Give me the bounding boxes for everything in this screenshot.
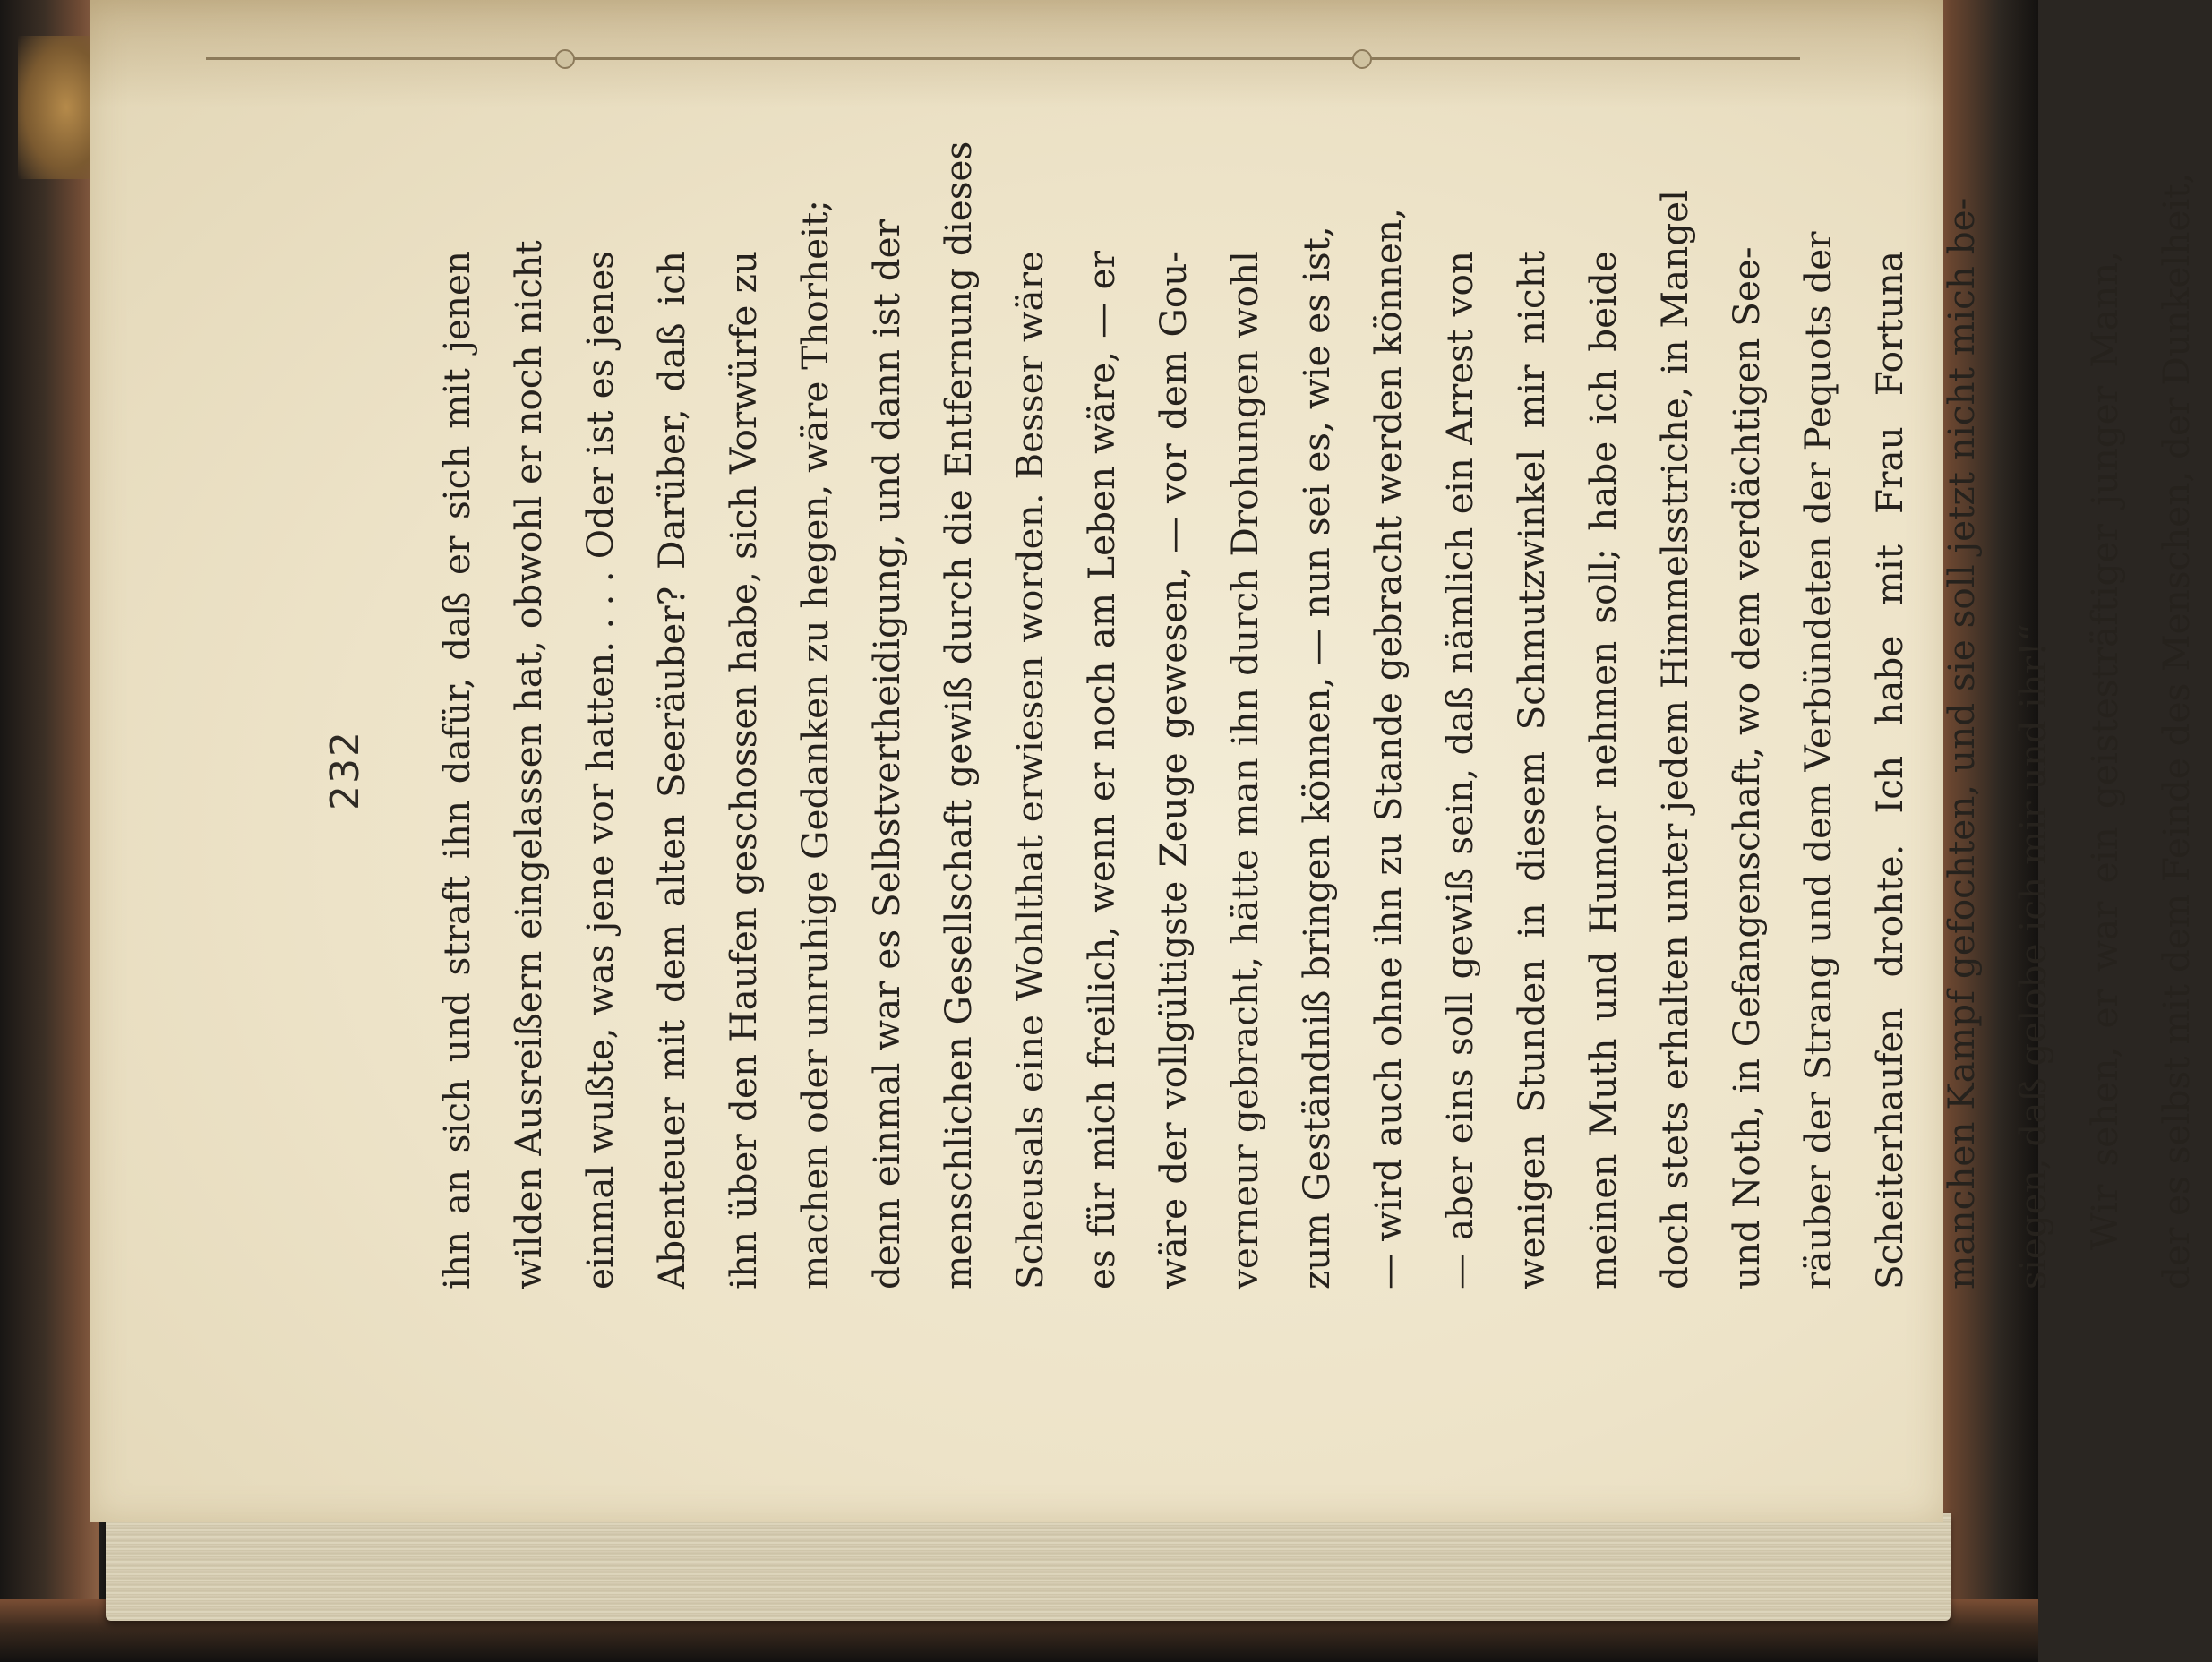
text-line: Scheiterhaufen drohte. Ich habe mit Frau Fortuna (1868, 251, 1911, 1289)
page-stack (106, 1513, 1951, 1621)
text-line: wenigen Stunden in diesem Schmutzwinkel mir nicht (1510, 251, 1553, 1289)
text-line: — wird auch ohne ihn zu Stande gebracht werden können, (1367, 208, 1410, 1289)
text-line: Wir sehen, er war ein geistesträftiger junger Mann, (2083, 251, 2126, 1250)
text-line: verneur gebracht, hätte man ihn durch Drohungen wohl (1223, 251, 1266, 1289)
text-line: einmal wußte, was jene vor hatten. . . . Oder ist es jenes (579, 251, 622, 1289)
text-line: ihn über den Haufen geschossen habe, sich Vorwürfe zu (722, 251, 765, 1289)
text-line: zum Geständniß bringen können, — nun sei es, wie es ist, (1295, 226, 1338, 1289)
text-line: der es selbst mit dem Feinde des Menschen, der Dunkelheit, (2155, 172, 2198, 1289)
text-line: menschlichen Gesellschaft gewiß durch die Entfernung dieses (937, 141, 980, 1289)
text-line: meinen Muth und Humor nehmen soll; habe ich beide (1582, 251, 1625, 1289)
torn-binding (18, 36, 99, 179)
page-fold-shadow (90, 0, 1943, 107)
page-number: 232 (322, 730, 368, 810)
text-line: ihn an sich und straft ihn dafür, daß er sich mit jenen (435, 251, 478, 1289)
text-line: es für mich freilich, wenn er noch am Leben wäre, — er (1080, 251, 1123, 1289)
text-line: machen oder unruhige Gedanken zu hegen, wäre Thorheit; (793, 200, 836, 1289)
binding-thread (206, 57, 1800, 60)
binding-stitch (1352, 49, 1372, 69)
text-line: denn einmal war es Selbstvertheidigung, und dann ist der (865, 219, 908, 1289)
text-line: wilden Ausreißern eingelassen hat, obwohl er noch nicht (507, 240, 550, 1289)
rotated-text-block (322, 141, 2198, 1316)
text-line: — aber eins soll gewiß sein, daß nämlich ein Arrest von (1438, 251, 1481, 1289)
text-line: Abenteuer mit dem alten Seeräuber? Darüber, daß ich (650, 251, 693, 1289)
text-line: und Noth, in Gefangenschaft, wo dem verdächtigen See- (1725, 246, 1768, 1289)
text-line: doch stets erhalten unter jedem Himmelsstriche, in Mangel (1653, 189, 1696, 1289)
binding-stitch (555, 49, 575, 69)
cover-left-edge (0, 0, 99, 1662)
text-line: wäre der vollgültigste Zeuge gewesen, — vor dem Gou- (1152, 251, 1195, 1289)
text-line: räuber der Strang und dem Verbündeten der Pequots der (1796, 231, 1839, 1289)
text-line: siegen, daß gelobe ich mir und ihr!“ (2011, 623, 2054, 1289)
text-line: Scheusals eine Wohlthat erwiesen worden. Besser wäre (1008, 251, 1051, 1289)
text-line: manchen Kampf gefochten, und sie soll jetzt nicht mich be- (1940, 197, 1983, 1289)
page-body (421, 141, 2212, 1289)
